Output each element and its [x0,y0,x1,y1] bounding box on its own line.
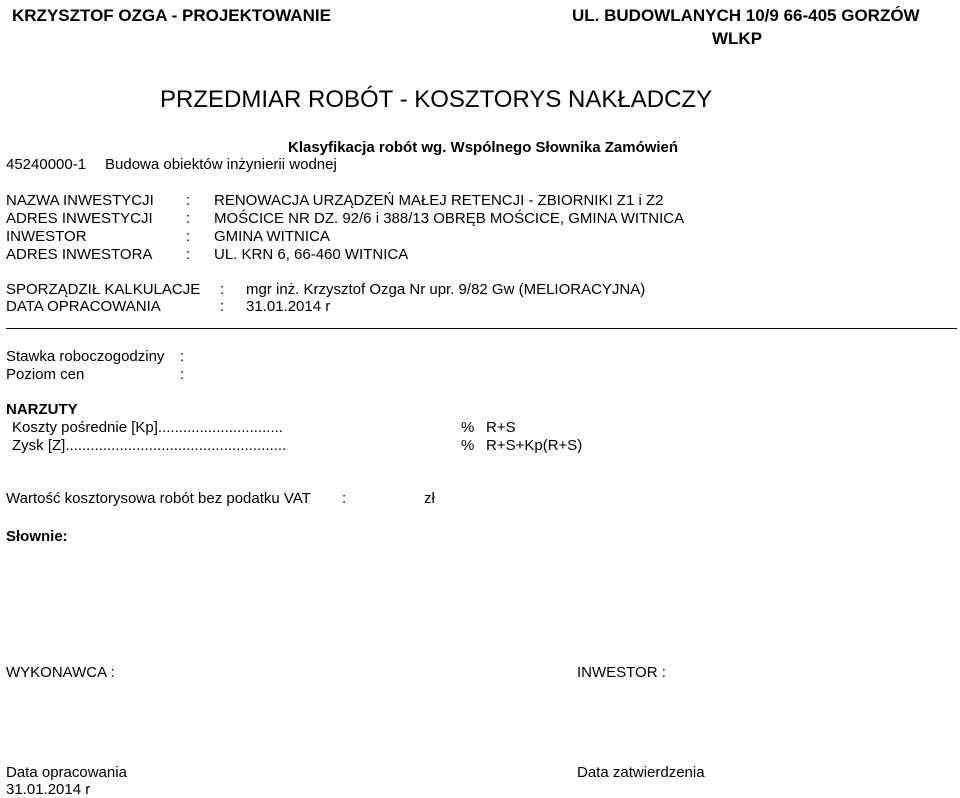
section-divider [6,328,957,329]
prepared-by-value: mgr inż. Krzysztof Ozga Nr upr. 9/82 Gw (MELIORACYJNA) [246,281,646,298]
prepared-by-label: SPORZĄDZIŁ KALKULACJE [6,281,201,298]
surcharge-overhead-base: R+S [486,419,516,436]
price-level-sep: : [180,366,185,383]
company-address-city: WLKP [712,29,763,48]
investor-address-label: ADRES INWESTORA [6,246,153,263]
investment-name-label: NAZWA INWESTYCJI [6,192,154,209]
investor-sep: : [186,228,191,245]
investor-value: GMINA WITNICA [214,228,330,245]
approval-date-label: Data zatwierdzenia [577,764,705,781]
contractor-signature-label: WYKONAWCA : [6,664,115,681]
investor-label: INWESTOR [6,228,87,245]
estimate-value-sep: : [342,490,347,507]
investment-name-sep: : [186,192,191,209]
investment-address-value: MOŚCICE NR DZ. 92/6 i 388/13 OBRĘB MOŚCICE, GMINA WITNICA [214,210,685,227]
company-name: KRZYSZTOF OZGA - PROJEKTOWANIE [12,6,331,25]
prepared-date-sep: : [220,298,225,315]
labour-rate-label: Stawka roboczogodziny [6,348,165,365]
prepared-date-footer-value: 31.01.2014 r [6,781,91,798]
investor-address-value: UL. KRN 6, 66-460 WITNICA [214,246,409,263]
estimate-currency: zł [424,490,435,507]
classification-code: 45240000-1 [6,156,87,173]
investor-signature-label: INWESTOR : [577,664,666,681]
in-words-label: Słownie: [6,528,68,545]
surcharge-profit-unit: % [461,437,475,454]
document-title: PRZEDMIAR ROBÓT - KOSZTORYS NAKŁADCZY [160,86,713,113]
estimate-value-label: Wartość kosztorysowa robót bez podatku VAT [6,490,311,507]
surcharge-overhead-unit: % [461,419,475,436]
prepared-by-sep: : [220,281,225,298]
company-address: UL. BUDOWLANYCH 10/9 66-405 GORZÓW [572,6,920,25]
surcharge-overhead-label: Koszty pośrednie [Kp].............................. [12,419,283,436]
investment-name-value: RENOWACJA URZĄDZEŃ MAŁEJ RETENCJI - ZBIORNIKI Z1 i Z2 [214,192,664,209]
classification-heading: Klasyfikacja robót wg. Wspólnego Słownika Zamówień [288,139,679,156]
prepared-date-label: DATA OPRACOWANIA [6,298,161,315]
investment-address-sep: : [186,210,191,227]
prepared-date-footer-label: Data opracowania [6,764,127,781]
classification-description: Budowa obiektów inżynierii wodnej [105,156,337,173]
investment-address-label: ADRES INWESTYCJI [6,210,153,227]
prepared-date-value: 31.01.2014 r [246,298,331,315]
surcharge-profit-label: Zysk [Z]..................................................... [12,437,287,454]
investor-address-sep: : [186,246,191,263]
surcharges-heading: NARZUTY [6,401,78,418]
labour-rate-sep: : [180,348,185,365]
surcharge-profit-base: R+S+Kp(R+S) [486,437,583,454]
price-level-label: Poziom cen [6,366,85,383]
